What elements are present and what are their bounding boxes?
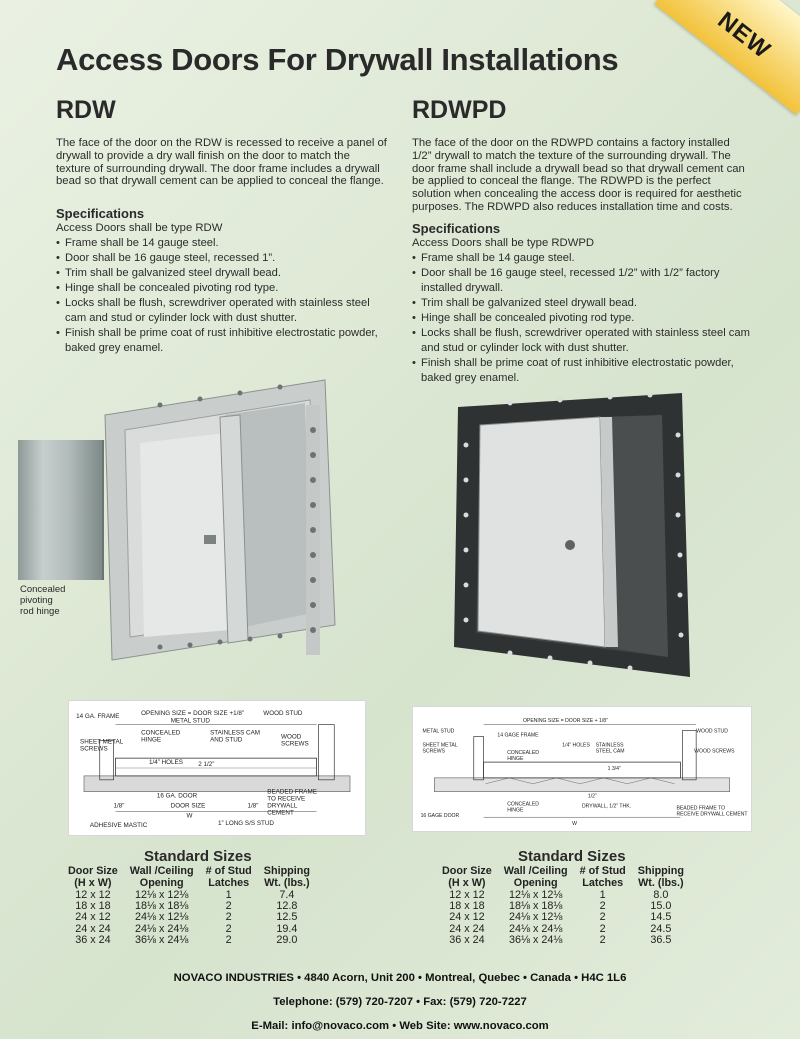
drawing-label: WOOD STUD — [696, 728, 728, 735]
rdwpd-spec-item: • Locks shall be flush, screwdriver operated with stainless steel cam and stud or cylinder lock with dust shutter. — [412, 326, 752, 356]
drawing-label: CONCEALED — [141, 729, 181, 737]
drawing-label: 14 GAGE FRAME — [497, 732, 539, 739]
table-cell: 12⅛ x 12⅛ — [134, 889, 189, 901]
rdwpd-description-line: solution when concealing the access door is required for aesthetic — [412, 188, 742, 201]
rdw-spec-item: • Locks shall be flush, screwdriver operated with stainless steel cam and stud or cylinder lock with dust shutter. — [56, 296, 386, 326]
rdw-spec-intro: Access Doors shall be type RDW — [56, 222, 223, 234]
drawing-label: STEEL CAM — [595, 748, 625, 755]
rdwpd-spec-item: • Hinge shall be concealed pivoting rod type. — [412, 311, 752, 326]
table-cell: 2 — [599, 911, 606, 924]
rdwpd-spec-list — [412, 251, 752, 386]
table-cell: 24 x 12 — [449, 911, 485, 924]
drawing-label: TO RECEIVE — [267, 795, 306, 803]
table-cell: 12 x 12 — [449, 889, 485, 901]
drawing-label: BEADED FRAME — [267, 788, 317, 796]
caption-line: Concealed — [20, 584, 66, 595]
table-cell: 24⅛ x 12⅛ — [134, 911, 189, 924]
drawing-label: 1 3/4” — [607, 765, 621, 772]
table-cell: 12.5 — [276, 911, 298, 924]
rdwpd-door-photo — [450, 385, 700, 695]
table-cell: 8.0 — [653, 889, 669, 901]
drawing-label: DOOR SIZE — [170, 802, 206, 810]
drawing-label: HINGE — [141, 736, 162, 744]
table-cell: 36 x 24 — [75, 933, 111, 946]
drawing-label: SHEET METAL — [422, 742, 458, 749]
drawing-label: OPENING SIZE = DOOR SIZE + 1/8” — [522, 717, 608, 724]
table-cell: 18 x 18 — [449, 900, 485, 913]
drawing-label: 1/4” HOLES — [562, 742, 590, 749]
rdw-title: RDW — [56, 96, 116, 124]
column-header: Wall /Ceiling Opening — [129, 865, 194, 889]
rdwpd-sizes-table — [436, 866, 690, 946]
column-header: Shipping Wt. (lbs.) — [263, 865, 310, 889]
table-cell: 24 x 24 — [449, 922, 485, 935]
table-cell: 36.5 — [650, 933, 672, 946]
drawing-label: 1/8” — [247, 802, 259, 810]
drawing-label: RECEIVE DRYWALL CEMENT — [676, 811, 748, 818]
table-cell: 24.5 — [650, 922, 672, 935]
drawing-label: HINGE — [507, 756, 524, 763]
drawing-label: HINGE — [507, 807, 524, 814]
drawing-label: 2 1/2” — [198, 761, 215, 769]
drawing-label: 1” LONG S/S STUD — [217, 820, 274, 828]
table-cell: 15.0 — [650, 900, 672, 913]
rdwpd-sizes-title: Standard Sizes — [518, 848, 626, 865]
rdw-sizes-title: Standard Sizes — [144, 848, 252, 865]
table-row — [436, 935, 690, 946]
table-cell: 1 — [225, 889, 232, 901]
rdwpd-description-line: 1/2” drywall to match the texture of the surrounding drywall. The — [412, 149, 731, 162]
drawing-label: DRYWALL — [267, 802, 298, 810]
caption-line: pivoting — [20, 595, 53, 606]
rdwpd-title: RDWPD — [412, 96, 507, 124]
table-cell: 14.5 — [650, 911, 672, 924]
rdw-description-line: The face of the door on the RDW is recessed to receive a panel of — [56, 137, 387, 149]
drawing-label: STAINLESS — [595, 742, 624, 749]
table-cell: 1 — [599, 889, 606, 901]
drawing-label: SHEET METAL — [80, 738, 124, 746]
table-cell: 2 — [225, 900, 232, 913]
table-cell: 18 x 18 — [75, 900, 111, 913]
drawing-label: ADHESIVE MASTIC — [89, 822, 148, 830]
rdw-spec-item: • Trim shall be galvanized steel drywall bead. — [56, 266, 386, 281]
page-title: Access Doors For Drywall Installations — [56, 42, 619, 77]
table-header-row — [436, 866, 690, 890]
table-cell: 7.4 — [279, 889, 295, 901]
table-cell: 24 x 24 — [75, 922, 111, 935]
table-cell: 36⅛ x 24⅛ — [134, 933, 189, 946]
footer-address: NOVACO INDUSTRIES • 4840 Acorn, Unit 200 • Montreal, Quebec • Canada • H4C 1L6 — [173, 972, 627, 984]
table-cell: 18⅛ x 18⅛ — [134, 900, 189, 913]
table-cell: 18⅛ x 18⅛ — [508, 900, 563, 913]
table-cell: 12.8 — [276, 900, 298, 913]
drawing-label: CEMENT — [267, 809, 294, 817]
rdw-spec-item: • Door shall be 16 gauge steel, recessed 1”. — [56, 251, 386, 266]
drawing-label: WOOD STUD — [263, 709, 303, 717]
table-cell: 36 x 24 — [449, 933, 485, 946]
drawing-label: METAL STUD — [422, 728, 455, 735]
new-badge — [654, 0, 800, 115]
rdwpd-spec-item: • Trim shall be galvanized steel drywall bead. — [412, 296, 752, 311]
rdw-description — [56, 137, 396, 188]
rdw-description-line: drywall to provide a dry wall finish on the door to match the — [56, 149, 350, 162]
rdwpd-description-line: be applied to conceal the flange. The RDWPD is the perfect — [412, 175, 711, 188]
drawing-label: 1/2” — [587, 793, 597, 800]
caption-line: rod hinge — [20, 606, 60, 617]
hinge-inset-photo — [18, 440, 104, 580]
table-cell: 2 — [225, 922, 232, 935]
rdw-spec-heading: Specifications — [56, 206, 145, 221]
drawing-label: BEADED FRAME TO — [676, 805, 726, 812]
footer-phone: Telephone: (579) 720-7207 • Fax: (579) 720-7227 — [273, 996, 527, 1008]
drawing-label: WOOD — [281, 733, 302, 741]
rdw-sizes-table — [62, 866, 316, 946]
table-cell: 24⅛ x 24⅛ — [508, 922, 563, 935]
rdwpd-description-line: purposes. The RDWPD also reduces installation time and costs. — [412, 200, 733, 213]
table-cell: 24⅛ x 12⅛ — [508, 911, 563, 924]
drawing-label: METAL STUD — [170, 717, 210, 725]
table-cell: 2 — [599, 922, 606, 935]
drawing-label: W — [186, 812, 193, 820]
rdwpd-spec-intro: Access Doors shall be type RDWPD — [412, 237, 595, 249]
table-cell: 2 — [599, 933, 606, 946]
rdw-door-photo — [100, 375, 340, 665]
rdw-spec-item: • Hinge shall be concealed pivoting rod type. — [56, 281, 386, 296]
table-cell: 36⅛ x 24⅛ — [508, 933, 563, 946]
drawing-label: CONCEALED — [507, 750, 540, 757]
table-cell: 2 — [225, 933, 232, 946]
rdwpd-description-line: The face of the door on the RDWPD contains a factory installed — [412, 137, 730, 149]
table-cell: 12⅛ x 12⅛ — [508, 889, 563, 901]
table-cell: 29.0 — [276, 933, 298, 946]
table-row — [62, 935, 316, 946]
drawing-label: STAINLESS CAM — [210, 729, 261, 737]
drawing-label: SCREWS — [422, 748, 446, 755]
table-row — [62, 912, 316, 923]
rdwpd-spec-item: • Finish shall be prime coat of rust inhibitive electrostatic powder, baked grey enamel. — [412, 356, 752, 386]
drawing-label: 1/8” — [113, 802, 125, 810]
table-header-row — [62, 866, 316, 890]
new-badge-label: NEW — [712, 6, 776, 65]
drawing-label: WOOD SCREWS — [694, 748, 735, 755]
column-header: Wall /Ceiling Opening — [503, 865, 568, 889]
footer-web: E-Mail: info@novaco.com • Web Site: www.novaco.com — [251, 1020, 549, 1032]
column-header: Shipping Wt. (lbs.) — [637, 865, 684, 889]
column-header: # of Stud Latches — [205, 865, 252, 889]
table-cell: 12 x 12 — [75, 889, 111, 901]
drawing-label: DRYWALL, 1/2” THK. — [582, 803, 632, 810]
drawing-label: OPENING SIZE = DOOR SIZE +1/8” — [141, 709, 245, 717]
drawing-label: 16 GAGE DOOR — [420, 813, 460, 820]
table-cell: 2 — [225, 911, 232, 924]
drawing-label: 14 GA. FRAME — [76, 712, 120, 720]
drawing-label: W — [572, 821, 577, 828]
column-header: Door Size (H x W) — [442, 865, 492, 889]
table-cell: 24⅛ x 24⅛ — [134, 922, 189, 935]
rdw-spec-item: • Frame shall be 14 gauge steel. — [56, 236, 386, 251]
rdw-description-line: texture of surrounding drywall. The door frame includes a drywall — [56, 162, 380, 175]
drawing-label: 1/4” HOLES — [149, 759, 183, 767]
table-row — [436, 912, 690, 923]
rdw-description-line: bead so that drywall cement can be applied to conceal the flange. — [56, 175, 384, 188]
hinge-inset-caption — [20, 584, 65, 617]
rdwpd-spec-heading: Specifications — [412, 221, 501, 236]
column-header: # of Stud Latches — [579, 865, 626, 889]
table-cell: 19.4 — [276, 922, 298, 935]
rdwpd-section-drawing — [412, 706, 752, 832]
drawing-label: SCREWS — [281, 740, 309, 748]
table-cell: 2 — [599, 900, 606, 913]
rdw-spec-item: • Finish shall be prime coat of rust inhibitive electrostatic powder, baked grey enamel. — [56, 326, 386, 356]
rdwpd-spec-item: • Door shall be 16 gauge steel, recessed 1/2” with 1/2” factory installed drywall. — [412, 266, 752, 296]
drawing-label: CONCEALED — [507, 801, 540, 808]
drawing-label: 16 GA. DOOR — [156, 792, 198, 800]
table-cell: 24 x 12 — [75, 911, 111, 924]
drawing-label: AND STUD — [210, 736, 243, 744]
rdwpd-spec-item: • Frame shall be 14 gauge steel. — [412, 251, 752, 266]
rdwpd-description-line: door frame shall include a drywall bead so that drywall cement can — [412, 162, 745, 175]
rdw-section-drawing — [68, 700, 366, 836]
rdwpd-description — [412, 137, 772, 214]
rdw-spec-list — [56, 236, 386, 356]
column-header: Door Size (H x W) — [68, 865, 118, 889]
drawing-label: SCREWS — [80, 745, 108, 753]
